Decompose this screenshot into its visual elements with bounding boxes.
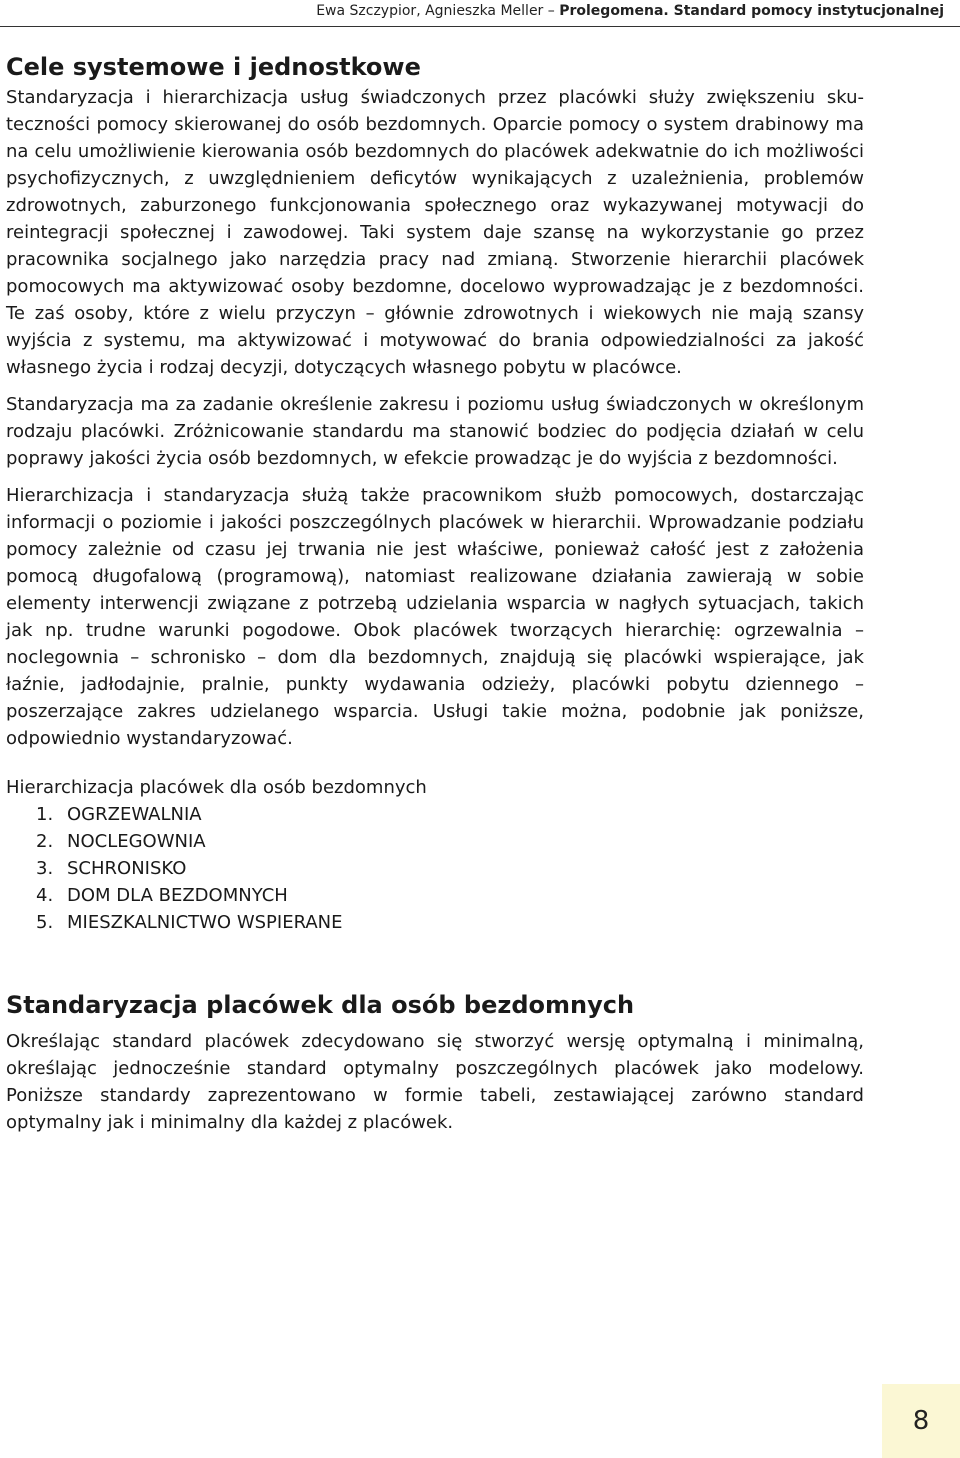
list-item xyxy=(36,882,864,909)
page-number-badge xyxy=(882,1384,960,1458)
list-item-number: 3. xyxy=(36,858,54,879)
list-item-number: 5. xyxy=(36,912,54,933)
header-authors: Ewa Szczypior, Agnieszka Meller – xyxy=(316,3,560,19)
paragraph-goals-2: Standaryzacja ma za zadanie określenie zakresu i poziomu usług świadczonych w określonym rodzaju placówki. Zróżnicowanie standardu ma stanowić bodziec do podjęcia działań w celu poprawy jakości życia osób bezdomnych, w efekcie prowadząc je do wyjścia z bezdomności. xyxy=(6,394,864,469)
list-item-label: OGRZEWALNIA xyxy=(67,804,202,825)
list-item-number: 2. xyxy=(36,831,54,852)
list-item-label: NOCLEGOWNIA xyxy=(67,831,206,852)
paragraph-goals-1: Standaryzacja i hierarchizacja usług świadczonych przez placówki służy zwiększeniu skuteczności pomocy skierowanej do osób bezdomnych. Oparcie pomocy o system drabinowy ma na celu umożliwienie kierowania osób bezdomnych do placówek adekwatnie do ich możliwości psychofizycznych, z uwzględnieniem deficytów wynikających z uzależnienia, problemów zdrowotnych, zaburzonego funkcjonowania społecznego oraz wykazywanej motywacji do reintegracji społecznej i zawodowej. Taki system daje szansę na wykorzystanie go przez pracownika socjalnego jako narzędzia pracy nad zmianą. Stworzenie hierarchii placówek pomocowych ma aktywizować osoby bezdomne, docelowo wyprowadzając je z bezdomności. Te zaś osoby, które z wielu przyczyn – głównie zdrowotnych i wiekowych nie mają szansy wyjścia z systemu, ma aktywizować i motywować do brania odpowiedzialności za jakość własnego życia i rodzaj decyzji, dotyczących własnego pobytu w placówce. xyxy=(6,87,864,378)
section-heading-standards: Standaryzacja placówek dla osób bezdomnych xyxy=(6,991,635,1019)
page-content xyxy=(6,50,864,1136)
list-item-label: DOM DLA BEZDOMNYCH xyxy=(67,885,288,906)
page-number: 8 xyxy=(912,1406,930,1436)
list-item-label: SCHRONISKO xyxy=(67,858,187,879)
hierarchy-list xyxy=(6,801,864,936)
list-item xyxy=(36,855,864,882)
list-item-number: 4. xyxy=(36,885,54,906)
list-item xyxy=(36,828,864,855)
section-heading-goals: Cele systemowe i jednostkowe xyxy=(6,53,421,81)
paragraph-standards: Określając standard placówek zdecydowano się stworzyć wersję optymalną i minimalną, określając jednocześnie standard optymalny poszczególnych placówek jako modelowy. Poniższe standardy zaprezentowano w formie tabeli, zestawiającej zarówno standard optymalny jak i minimalny dla każdej z placówek. xyxy=(6,1031,864,1133)
list-item-number: 1. xyxy=(36,804,54,825)
running-header xyxy=(0,0,960,27)
list-item xyxy=(36,909,864,936)
running-header-text xyxy=(316,2,944,20)
list-item xyxy=(36,801,864,828)
hierarchy-list-title: Hierarchizacja placówek dla osób bezdomnych xyxy=(6,777,427,798)
paragraph-goals-3: Hierarchizacja i standaryzacja służą także pracownikom służb pomocowych, dostarczając informacji o poziomie i jakości poszczególnych placówek w hierarchii. Wprowadzanie podziału pomocy zależnie od czasu jej trwania nie jest właściwe, ponieważ całość jest z założenia pomocą długofalową (programową), natomiast realizowane działania zawierają w sobie elementy interwencji związane z potrzebą udzielania wsparcia w nagłych sytuacjach, takich jak np. trudne warunki pogodowe. Obok placówek tworzących hierarchię: ogrzewalnia – noclegownia – schronisko – dom dla bezdomnych, znajdują się placówki wspierające, jak łaźnie, jadłodajnie, pralnie, punkty wydawania odzieży, placówki pobytu dziennego – poszerzające zakres udzielanego wsparcia. Usługi takie można, podobnie jak poniższe, odpowiednio wystandaryzować. xyxy=(6,485,864,749)
header-title: Prolegomena. Standard pomocy instytucjonalnej xyxy=(559,3,944,19)
list-item-label: MIESZKALNICTWO WSPIERANE xyxy=(67,912,343,933)
